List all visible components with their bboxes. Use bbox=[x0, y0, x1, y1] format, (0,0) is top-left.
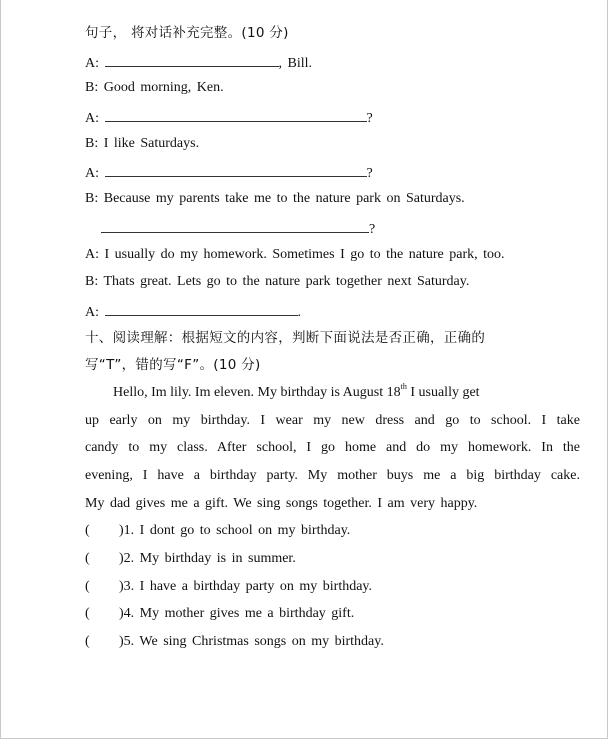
dialogue-line-6: B: Because my parents take me to the nature park on Saturdays. bbox=[85, 191, 465, 207]
dialogue-line-5 bbox=[85, 162, 580, 190]
question-3 bbox=[85, 578, 580, 606]
ordinal-suffix: th bbox=[400, 381, 407, 391]
dialogue-line-4: B: I like Saturdays. bbox=[85, 135, 200, 151]
answer-parenthesis-1[interactable]: ( bbox=[85, 523, 90, 539]
question-text: )1. I dont go to school on my birthday. bbox=[119, 523, 351, 539]
line-suffix: . bbox=[297, 304, 301, 320]
dialogue-line-7 bbox=[85, 218, 580, 246]
line-suffix: ? bbox=[366, 111, 373, 127]
section-10-heading-line-2: 写“T”，错的写“F”。(10 分) bbox=[85, 357, 261, 374]
dialogue-line-10 bbox=[85, 301, 580, 329]
speaker-label: A: bbox=[85, 166, 99, 182]
question-2 bbox=[85, 550, 580, 578]
answer-parenthesis-2[interactable]: ( bbox=[85, 551, 90, 567]
passage-line-3: candy to my class. After school, I go home and do my homework. In the bbox=[85, 440, 580, 456]
question-text: )4. My mother gives me a birthday gift. bbox=[119, 606, 355, 622]
passage-line-4: evening, I have a birthday party. My mother buys me a big birthday cake. bbox=[85, 468, 580, 483]
dialogue-instruction: 句子， 将对话补充完整。(10 分) bbox=[85, 25, 289, 41]
question-text: )3. I have a birthday party on my birthday. bbox=[119, 578, 373, 594]
passage-line-2: up early on my birthday. I wear my new dress and go to school. I take bbox=[85, 412, 580, 428]
dialogue-line-2: B: Good morning, Ken. bbox=[85, 80, 224, 96]
answer-parenthesis-5[interactable]: ( bbox=[85, 634, 90, 650]
speaker-label: A: bbox=[85, 111, 99, 127]
passage-text: I usually get bbox=[406, 384, 480, 400]
answer-blank-4[interactable] bbox=[101, 218, 369, 233]
section-10-heading-line-1: 十、阅读理解：根据短文的内容，判断下面说法是否正确，正确的 bbox=[85, 329, 486, 346]
question-text: )5. We sing Christmas songs on my birthday. bbox=[119, 634, 384, 650]
answer-parenthesis-4[interactable]: ( bbox=[85, 606, 90, 622]
speaker-label: A: bbox=[85, 304, 99, 320]
line-suffix: , Bill. bbox=[278, 55, 313, 71]
page-content bbox=[85, 24, 580, 661]
question-text: )2. My birthday is in summer. bbox=[119, 551, 296, 567]
line-suffix: ? bbox=[366, 166, 373, 182]
question-5 bbox=[85, 633, 580, 661]
answer-blank-1[interactable] bbox=[105, 52, 279, 67]
passage-text: Hello, Im lily. Im eleven. My birthday is August 18 bbox=[113, 384, 401, 400]
dialogue-line-9: B: Thats great. Lets go to the nature park together next Saturday. bbox=[85, 274, 470, 290]
passage-line-5: My dad gives me a gift. We sing songs together. I am very happy. bbox=[85, 495, 478, 511]
question-4 bbox=[85, 605, 580, 633]
answer-parenthesis-3[interactable]: ( bbox=[85, 578, 90, 594]
speaker-label: A: bbox=[85, 55, 99, 71]
question-1 bbox=[85, 522, 580, 550]
dialogue-line-3 bbox=[85, 107, 580, 135]
answer-blank-2[interactable] bbox=[105, 107, 367, 122]
answer-blank-3[interactable] bbox=[105, 162, 367, 177]
passage-line-1 bbox=[85, 381, 580, 412]
answer-blank-5[interactable] bbox=[105, 301, 298, 316]
dialogue-line-1 bbox=[85, 52, 580, 80]
dialogue-line-8: A: I usually do my homework. Sometimes I go to the nature park, too. bbox=[85, 246, 505, 262]
line-suffix: ? bbox=[369, 221, 376, 237]
